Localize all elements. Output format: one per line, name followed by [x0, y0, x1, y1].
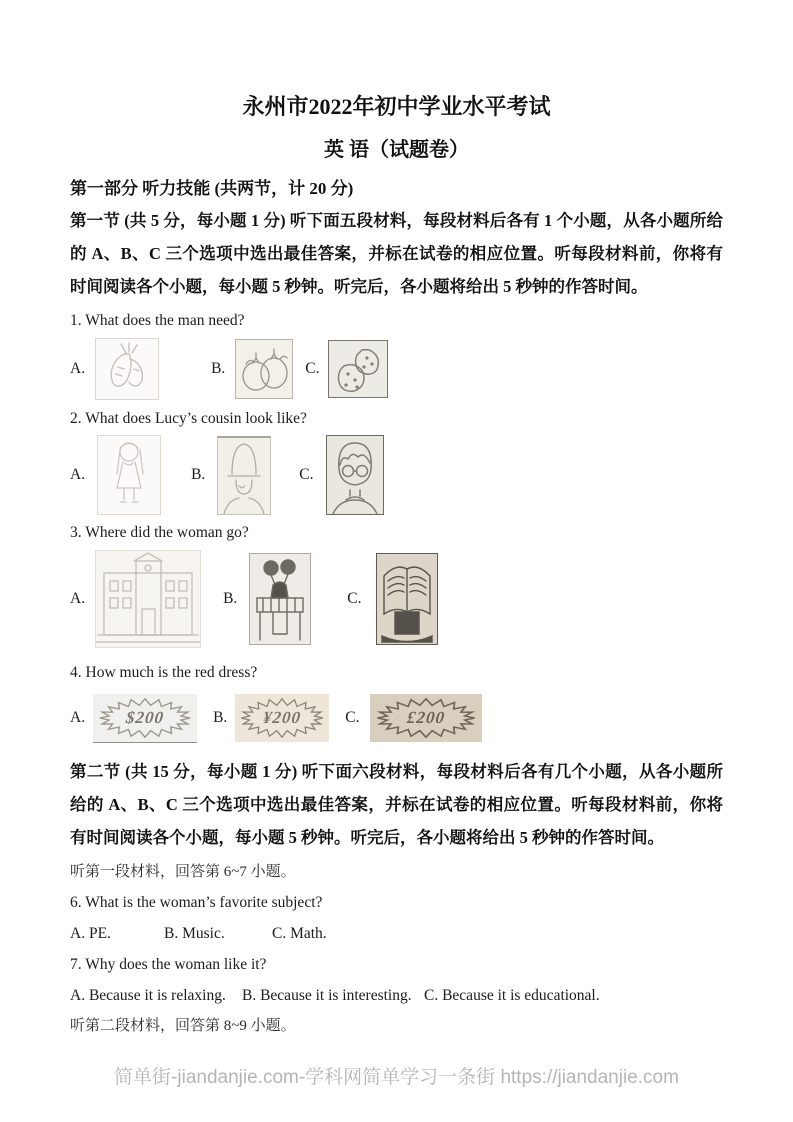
- option-b: B. Music.: [164, 925, 225, 942]
- question-4-options: [70, 693, 723, 743]
- watermark-footer: 简单街-jiandanjie.com-学科网简单学习一条街 https://jiandanjie.com: [114, 1067, 679, 1088]
- question-6-options: [70, 924, 723, 944]
- question-7-text: 7. Why does the woman like it?: [70, 956, 267, 973]
- section2-intro: 第二节 (共 15 分，每小题 1 分) 听下面六段材料，每段材料后各有几个小题，从各小题所给的 A、B、C 三个选项中选出最佳答案，并标在试卷的相应位置。听每段材料前，你将有时间阅读各个小题，每小题 5 秒钟。听完后，各小题将给出 5 秒钟的作答时间。: [70, 762, 723, 847]
- option-a-label: A.: [70, 590, 86, 607]
- question-3-options: [70, 549, 723, 649]
- price-text: ¥200: [262, 708, 303, 727]
- tomatoes-icon: [235, 339, 293, 399]
- option-b-label: B.: [213, 709, 228, 726]
- price-tag-pound: [370, 694, 482, 742]
- option-a: A. Because it is relaxing.: [70, 987, 226, 1004]
- price-tag-dollar: [93, 694, 197, 743]
- question-6-text: 6. What is the woman’s favorite subject?: [70, 894, 323, 911]
- material-2-note: 听第二段材料，回答第 8~9 小题。: [70, 1018, 296, 1034]
- part1-heading: 第一部分 听力技能 (共两节，计 20 分): [70, 179, 354, 198]
- question-1-options: [70, 337, 723, 401]
- option-b: B. Because it is interesting.: [242, 987, 412, 1004]
- page-title: 永州市2022年初中学业水平考试: [242, 94, 551, 119]
- option-c-label: C.: [299, 466, 314, 483]
- boy-with-glasses-icon: [326, 435, 384, 515]
- carrots-icon: [95, 338, 159, 400]
- school-building-icon: [95, 550, 201, 648]
- option-a-label: A.: [70, 466, 86, 483]
- potatoes-icon: [328, 340, 388, 398]
- question-4-text: 4. How much is the red dress?: [70, 664, 258, 681]
- question-2-text: 2. What does Lucy’s cousin look like?: [70, 410, 307, 427]
- section1-intro: 第一节 (共 5 分，每小题 1 分) 听下面五段材料，每段材料后各有 1 个小题，从各小题所给的 A、B、C 三个选项中选出最佳答案，并标在试卷的相应位置。听每段材料前，你将有时间阅读各个小题，每小题 5 秒钟。听完后，各小题将给出 5 秒钟的作答时间。: [70, 211, 723, 296]
- option-a-label: A.: [70, 360, 86, 377]
- question-7-options: [70, 986, 723, 1006]
- price-text: £200: [405, 708, 446, 727]
- question-2-options: [70, 435, 723, 515]
- bookstore-icon: [376, 553, 438, 645]
- option-c: C. Math.: [272, 925, 327, 942]
- option-b-label: B.: [223, 590, 238, 607]
- cinema-icon: [249, 553, 311, 645]
- option-a: A. PE.: [70, 925, 111, 942]
- question-3-text: 3. Where did the woman go?: [70, 524, 249, 541]
- person-with-hat-icon: [217, 436, 271, 515]
- option-c-label: C.: [345, 709, 360, 726]
- page-subtitle: 英 语（试题卷）: [324, 139, 469, 161]
- option-a-label: A.: [70, 709, 86, 726]
- price-text: $200: [125, 707, 166, 727]
- girl-with-long-hair-icon: [97, 435, 161, 515]
- price-tag-yuan: [235, 694, 329, 742]
- material-1-note: 听第一段材料，回答第 6~7 小题。: [70, 864, 296, 880]
- option-b-label: B.: [211, 360, 226, 377]
- option-b-label: B.: [191, 466, 206, 483]
- option-c-label: C.: [305, 360, 320, 377]
- option-c-label: C.: [347, 590, 362, 607]
- question-1-text: 1. What does the man need?: [70, 312, 245, 329]
- option-c: C. Because it is educational.: [424, 987, 600, 1004]
